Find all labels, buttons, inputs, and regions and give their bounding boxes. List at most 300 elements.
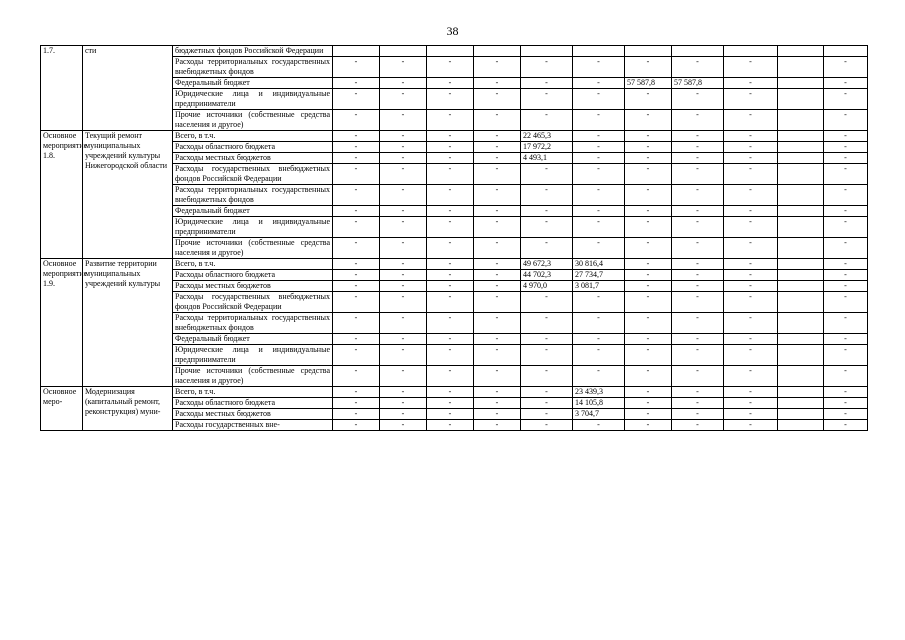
amount-cell: - [573,420,625,431]
amount-cell: - [724,270,778,281]
amount-cell: - [573,78,625,89]
amount-cell: - [474,142,521,153]
amount-cell: - [380,164,427,185]
amount-cell: - [333,238,380,259]
amount-cell: - [474,110,521,131]
amount-cell: - [625,185,672,206]
amount-cell: - [573,153,625,164]
amount-cell [824,46,868,57]
amount-cell: - [474,409,521,420]
amount-cell: - [672,259,724,270]
amount-cell: - [824,270,868,281]
amount-cell [778,281,824,292]
amount-cell: - [724,334,778,345]
amount-cell: - [380,398,427,409]
amount-cell: - [824,313,868,334]
amount-cell: - [474,131,521,142]
amount-cell: - [573,206,625,217]
amount-cell: - [724,78,778,89]
amount-cell: - [724,420,778,431]
amount-cell: - [521,57,573,78]
amount-cell: - [380,110,427,131]
amount-cell: - [333,142,380,153]
amount-cell: - [474,345,521,366]
amount-cell [778,334,824,345]
amount-cell: - [625,259,672,270]
amount-cell: - [521,292,573,313]
amount-cell: - [474,334,521,345]
amount-cell: - [380,420,427,431]
amount-cell: - [380,142,427,153]
amount-cell [625,46,672,57]
amount-cell: - [333,259,380,270]
amount-cell [778,206,824,217]
amount-cell: - [824,110,868,131]
amount-cell: - [380,78,427,89]
amount-cell: - [724,110,778,131]
amount-cell [778,238,824,259]
amount-cell: - [427,409,474,420]
amount-cell: - [474,313,521,334]
funding-source-label: Расходы государственных внебюджетных фондов Российской Федерации [173,292,333,313]
amount-cell: - [672,164,724,185]
amount-cell: - [333,206,380,217]
amount-cell: - [824,185,868,206]
funding-source-label: Расходы областного бюджета [173,142,333,153]
table-row [41,46,868,57]
amount-cell: - [521,206,573,217]
measure-code: Основное мероприятие 1.8. [41,131,83,259]
amount-cell: - [474,185,521,206]
amount-cell: - [724,238,778,259]
funding-source-label: Расходы местных бюджетов [173,153,333,164]
amount-cell [778,153,824,164]
amount-cell [573,46,625,57]
amount-cell: - [573,185,625,206]
amount-cell: - [672,334,724,345]
amount-cell: 49 672,3 [521,259,573,270]
amount-cell: - [521,78,573,89]
amount-cell [778,46,824,57]
amount-cell [778,217,824,238]
amount-cell: - [380,217,427,238]
amount-cell: - [380,281,427,292]
funding-source-label: Расходы местных бюджетов [173,409,333,420]
amount-cell: - [474,366,521,387]
amount-cell: - [824,387,868,398]
amount-cell: - [521,217,573,238]
amount-cell: - [427,387,474,398]
amount-cell: - [724,398,778,409]
funding-source-label: Расходы местных бюджетов [173,281,333,292]
amount-cell: - [824,281,868,292]
amount-cell: - [573,345,625,366]
funding-source-label: Федеральный бюджет [173,206,333,217]
amount-cell: - [573,217,625,238]
amount-cell: - [625,217,672,238]
amount-cell: - [427,281,474,292]
funding-source-label: Всего, в т.ч. [173,259,333,270]
amount-cell: - [672,217,724,238]
table-row [41,259,868,270]
amount-cell: - [672,89,724,110]
amount-cell: - [427,334,474,345]
amount-cell: - [573,292,625,313]
funding-source-label: Расходы областного бюджета [173,270,333,281]
amount-cell: - [824,131,868,142]
funding-source-label: Расходы областного бюджета [173,398,333,409]
amount-cell: - [573,313,625,334]
amount-cell: - [333,78,380,89]
amount-cell: 4 493,1 [521,153,573,164]
amount-cell: - [333,292,380,313]
amount-cell: - [573,131,625,142]
amount-cell: - [672,238,724,259]
amount-cell: - [672,345,724,366]
amount-cell: 3 081,7 [573,281,625,292]
amount-cell: - [625,153,672,164]
budget-table [40,45,868,431]
amount-cell: - [427,270,474,281]
measure-name: Развитие территории муниципальных учреждений культуры [83,259,173,387]
amount-cell: - [427,78,474,89]
amount-cell: - [724,164,778,185]
amount-cell: - [474,206,521,217]
table-row [41,131,868,142]
measure-name: сти [83,46,173,131]
amount-cell: - [521,89,573,110]
amount-cell: - [672,131,724,142]
amount-cell: - [427,164,474,185]
amount-cell: - [427,57,474,78]
amount-cell: - [625,57,672,78]
amount-cell: - [427,398,474,409]
amount-cell: - [824,409,868,420]
funding-source-label: Юридические лица и индивидуальные предприниматели [173,89,333,110]
amount-cell: - [672,366,724,387]
amount-cell: - [724,281,778,292]
amount-cell: - [427,366,474,387]
amount-cell: - [724,217,778,238]
amount-cell: - [380,409,427,420]
amount-cell [778,366,824,387]
amount-cell [333,46,380,57]
amount-cell: - [724,185,778,206]
amount-cell: - [672,387,724,398]
amount-cell: - [333,334,380,345]
amount-cell: - [333,366,380,387]
amount-cell: - [333,164,380,185]
amount-cell: - [625,313,672,334]
amount-cell [778,313,824,334]
amount-cell: - [427,420,474,431]
amount-cell: - [521,366,573,387]
amount-cell: - [672,281,724,292]
amount-cell: - [625,131,672,142]
amount-cell: - [521,164,573,185]
amount-cell: - [625,334,672,345]
amount-cell: - [474,153,521,164]
amount-cell: - [333,387,380,398]
funding-source-label: Прочие источники (собственные средства населения и другое) [173,238,333,259]
amount-cell: - [380,387,427,398]
amount-cell: - [380,89,427,110]
amount-cell: - [521,398,573,409]
amount-cell: - [573,89,625,110]
amount-cell: - [724,313,778,334]
amount-cell [778,387,824,398]
amount-cell: - [672,110,724,131]
amount-cell: - [672,153,724,164]
amount-cell [778,142,824,153]
amount-cell: - [573,366,625,387]
funding-source-label: Расходы государственных вне- [173,420,333,431]
amount-cell [724,46,778,57]
amount-cell: - [427,313,474,334]
funding-source-label: Расходы территориальных государственных внебюджетных фондов [173,185,333,206]
amount-cell: - [573,110,625,131]
amount-cell: 4 970,0 [521,281,573,292]
amount-cell: - [333,153,380,164]
amount-cell: 27 734,7 [573,270,625,281]
amount-cell: - [380,185,427,206]
amount-cell: - [380,366,427,387]
amount-cell: - [573,57,625,78]
amount-cell: - [625,164,672,185]
measure-code: Основное меро- [41,387,83,431]
amount-cell: - [824,217,868,238]
amount-cell: - [573,334,625,345]
amount-cell: - [573,164,625,185]
amount-cell: - [427,345,474,366]
amount-cell: - [724,259,778,270]
amount-cell: - [474,398,521,409]
amount-cell: - [672,313,724,334]
amount-cell: - [625,366,672,387]
amount-cell: - [380,313,427,334]
amount-cell [778,89,824,110]
amount-cell: - [427,89,474,110]
funding-source-label: Расходы территориальных государственных внебюджетных фондов [173,57,333,78]
amount-cell: - [380,292,427,313]
funding-source-label: Расходы территориальных государственных внебюджетных фондов [173,313,333,334]
amount-cell: - [380,131,427,142]
amount-cell: - [672,409,724,420]
amount-cell: - [521,313,573,334]
amount-cell: - [333,270,380,281]
amount-cell: - [672,206,724,217]
amount-cell: - [333,185,380,206]
amount-cell: - [380,57,427,78]
amount-cell: - [724,131,778,142]
amount-cell: 3 704,7 [573,409,625,420]
amount-cell: - [380,270,427,281]
amount-cell: - [521,238,573,259]
amount-cell: - [521,334,573,345]
amount-cell: - [724,409,778,420]
amount-cell: - [824,292,868,313]
amount-cell: - [333,281,380,292]
amount-cell: - [625,206,672,217]
amount-cell: 57 587,8 [625,78,672,89]
amount-cell: - [333,345,380,366]
amount-cell [672,46,724,57]
amount-cell: - [625,110,672,131]
funding-source-label: Расходы государственных внебюджетных фондов Российской Федерации [173,164,333,185]
amount-cell: - [333,217,380,238]
measure-name: Модернизация (капитальный ремонт, реконструкция) муни- [83,387,173,431]
amount-cell: - [380,238,427,259]
amount-cell [778,110,824,131]
amount-cell: - [474,292,521,313]
amount-cell: - [672,398,724,409]
amount-cell: - [573,142,625,153]
amount-cell: 14 105,8 [573,398,625,409]
amount-cell: - [427,292,474,313]
amount-cell: - [824,89,868,110]
amount-cell: - [824,153,868,164]
amount-cell: - [625,89,672,110]
amount-cell: - [625,345,672,366]
amount-cell: - [380,345,427,366]
amount-cell: - [724,57,778,78]
amount-cell [778,398,824,409]
amount-cell: - [333,110,380,131]
amount-cell: 22 465,3 [521,131,573,142]
amount-cell [427,46,474,57]
amount-cell: - [625,238,672,259]
amount-cell: - [625,420,672,431]
amount-cell [778,185,824,206]
amount-cell: - [625,270,672,281]
amount-cell: - [474,57,521,78]
amount-cell: - [824,398,868,409]
amount-cell [778,78,824,89]
amount-cell: - [625,398,672,409]
amount-cell [778,131,824,142]
amount-cell: - [824,164,868,185]
amount-cell: - [824,334,868,345]
amount-cell [778,409,824,420]
amount-cell: - [625,387,672,398]
amount-cell: - [724,345,778,366]
amount-cell: - [672,420,724,431]
amount-cell: - [521,345,573,366]
amount-cell: - [724,142,778,153]
amount-cell: - [625,409,672,420]
amount-cell: 17 972,2 [521,142,573,153]
amount-cell: - [824,142,868,153]
amount-cell [778,420,824,431]
amount-cell: - [724,153,778,164]
measure-code: Основное мероприятие 1.9. [41,259,83,387]
amount-cell: - [427,142,474,153]
amount-cell: - [625,281,672,292]
amount-cell [380,46,427,57]
amount-cell: - [474,78,521,89]
amount-cell [778,345,824,366]
amount-cell: - [824,57,868,78]
amount-cell: - [380,153,427,164]
amount-cell: - [672,142,724,153]
amount-cell: - [824,238,868,259]
amount-cell: - [474,270,521,281]
amount-cell: - [824,366,868,387]
amount-cell: - [474,217,521,238]
funding-source-label: Прочие источники (собственные средства населения и другое) [173,366,333,387]
funding-source-label: Федеральный бюджет [173,78,333,89]
amount-cell: - [427,153,474,164]
amount-cell: - [474,420,521,431]
amount-cell [778,270,824,281]
amount-cell [474,46,521,57]
amount-cell: - [427,206,474,217]
amount-cell: - [427,185,474,206]
measure-code: 1.7. [41,46,83,131]
funding-source-label: Юридические лица и индивидуальные предприниматели [173,217,333,238]
amount-cell: - [824,78,868,89]
amount-cell: - [474,259,521,270]
funding-source-label: Всего, в т.ч. [173,131,333,142]
page-number: 38 [446,24,459,38]
funding-source-label: Прочие источники (собственные средства населения и другое) [173,110,333,131]
measure-name: Текущий ремонт муниципальных учреждений культуры Нижегородской области [83,131,173,259]
funding-source-label: Всего, в т.ч. [173,387,333,398]
amount-cell: 57 587,8 [672,78,724,89]
amount-cell: - [474,387,521,398]
amount-cell: - [380,334,427,345]
amount-cell: - [521,110,573,131]
amount-cell: - [672,185,724,206]
amount-cell: - [724,366,778,387]
amount-cell: - [474,164,521,185]
amount-cell: - [573,238,625,259]
amount-cell: - [333,89,380,110]
amount-cell: - [474,281,521,292]
amount-cell [778,164,824,185]
amount-cell: 44 702,3 [521,270,573,281]
funding-source-label: Юридические лица и индивидуальные предприниматели [173,345,333,366]
amount-cell: - [427,217,474,238]
amount-cell: - [333,57,380,78]
amount-cell: - [427,110,474,131]
amount-cell: - [333,131,380,142]
amount-cell: - [521,420,573,431]
funding-source-label: Федеральный бюджет [173,334,333,345]
amount-cell: - [672,57,724,78]
amount-cell: - [724,387,778,398]
amount-cell: - [333,313,380,334]
amount-cell: - [333,398,380,409]
amount-cell: - [625,142,672,153]
amount-cell: - [625,292,672,313]
amount-cell: - [474,89,521,110]
funding-source-label: бюджетных фондов Российской Федерации [173,46,333,57]
amount-cell: - [824,345,868,366]
amount-cell: 30 816,4 [573,259,625,270]
amount-cell [778,259,824,270]
amount-cell: 23 439,3 [573,387,625,398]
amount-cell: - [672,270,724,281]
amount-cell [778,57,824,78]
amount-cell: - [427,131,474,142]
amount-cell: - [380,206,427,217]
amount-cell: - [521,185,573,206]
amount-cell: - [521,409,573,420]
amount-cell: - [380,259,427,270]
amount-cell: - [521,387,573,398]
amount-cell: - [474,238,521,259]
